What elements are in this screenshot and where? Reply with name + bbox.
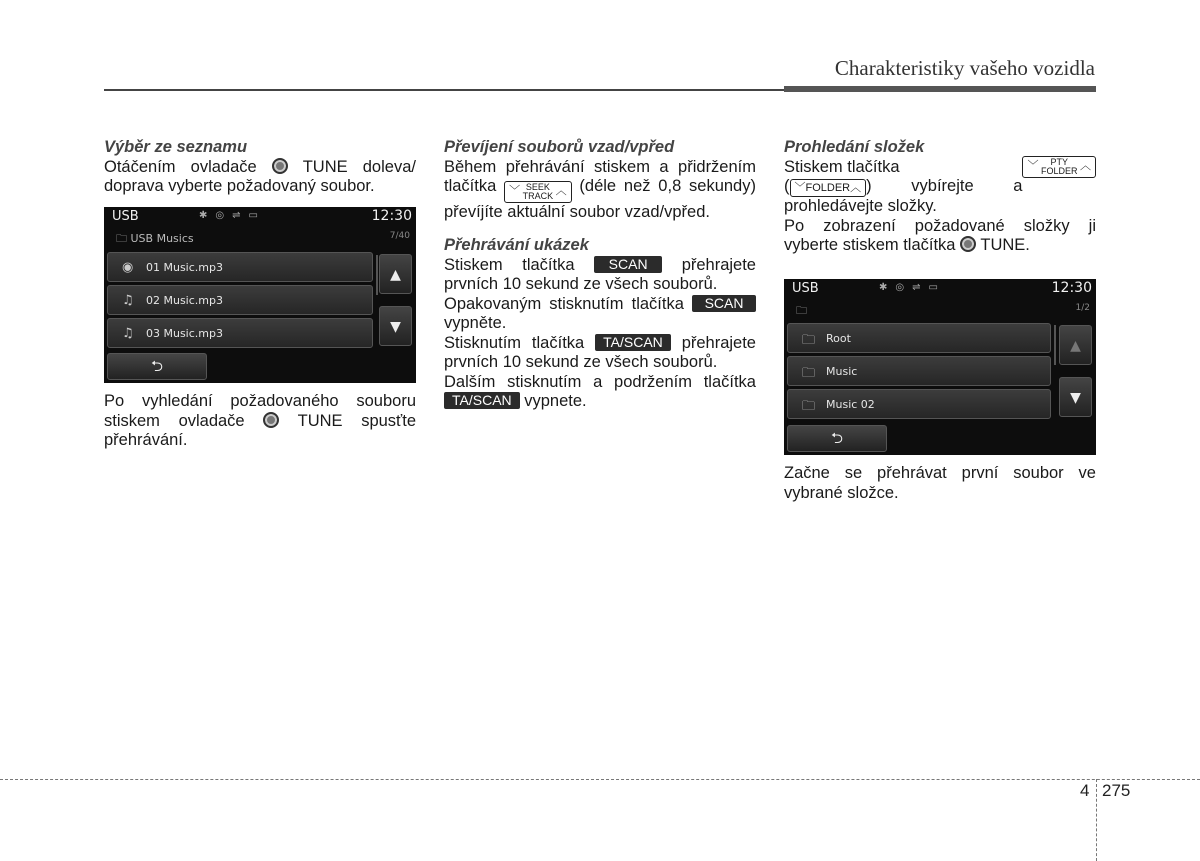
scroll-up-button[interactable]: [379, 254, 412, 294]
text: vybírejte a prohledávejte složky.: [784, 177, 1023, 215]
scan-button-icon: SCAN: [692, 295, 756, 312]
seek-track-label: [523, 183, 554, 201]
folder-button-label: FOLDER: [805, 182, 851, 194]
back-arrow-icon: ⮌: [830, 429, 843, 447]
folder-icon: 🗀: [116, 232, 127, 245]
down-arrow-icon: ▼: [1070, 390, 1081, 406]
folder-bar: [104, 229, 416, 247]
folder-icon: 🗀: [802, 333, 816, 348]
list-item[interactable]: [107, 285, 373, 315]
text: Stiskem tlačítka: [444, 255, 575, 274]
text: TUNE doleva/ doprava vyberte požadovaný soubor.: [104, 157, 416, 195]
track-label: TRACK: [522, 190, 554, 201]
text: Otáčením ovladače: [104, 157, 257, 176]
text: přehrajete prvních 10 sekund ze všech souborů.: [444, 333, 756, 372]
section-heading: Výběr ze seznamu: [104, 138, 248, 156]
text: Po zobrazení požadované složky ji vyberte stiskem tlačítka: [784, 216, 1096, 254]
chapter-number: 4: [1080, 781, 1090, 800]
folder-icon: 🗀: [796, 304, 807, 317]
back-arrow-icon: ⮌: [150, 357, 163, 375]
up-arrow-icon: ▲: [1070, 338, 1081, 354]
column-1-lower: [104, 392, 416, 451]
paragraph: Začne se přehrávat první soubor ve vybrané složce.: [784, 464, 1096, 502]
chevron-down-icon: ﹀: [509, 185, 521, 198]
list-item[interactable]: [107, 318, 373, 348]
page-header-title: Charakteristiky vašeho vozidla: [834, 56, 1095, 80]
tune-knob-icon: [960, 236, 976, 252]
paragraph: [104, 392, 416, 451]
status-bar: [104, 207, 416, 227]
page-number: 275: [1102, 781, 1131, 800]
status-icons: ✱◎⇌▭: [879, 282, 946, 293]
down-arrow-icon: ▼: [390, 319, 401, 335]
clock: 12:30: [1051, 280, 1092, 296]
list-item[interactable]: [787, 389, 1051, 419]
text: TUNE spusťte přehrávání.: [104, 411, 417, 449]
paragraph: [444, 158, 756, 223]
pty-folder-label: [1041, 158, 1078, 176]
paragraph: [104, 158, 416, 197]
section-heading: Přehrávání ukázek: [444, 236, 589, 255]
track-count: 7/40: [389, 231, 410, 241]
chevron-up-icon: ︿: [555, 185, 567, 198]
text: Opakovaným stisknutím tlačítka: [444, 294, 684, 313]
paragraph: [444, 334, 756, 373]
paragraph: [784, 217, 1096, 256]
ta-scan-button-icon: TA/SCAN: [595, 334, 671, 351]
text: vypněte.: [444, 314, 507, 333]
text: Během přehrávání stiskem a přidržením tlačítka: [444, 157, 756, 195]
folder-path: [116, 230, 194, 249]
folder-button-icon: [790, 179, 867, 197]
chevron-up-icon: ︿: [1080, 160, 1091, 172]
pty-folder-button-icon: [1022, 156, 1096, 178]
footer-rule: [0, 779, 1200, 780]
paragraph: ( ﹀FOLDER︿ ) vybírejte a prohledávejte složky.: [784, 177, 1023, 215]
list-item-label: Music 02: [826, 398, 875, 411]
footer-divider: [1096, 779, 1097, 861]
column-1: [104, 138, 416, 197]
folder-name: USB Musics: [130, 232, 194, 245]
source-label: USB: [792, 281, 819, 296]
paragraph: [444, 373, 756, 412]
chevron-down-icon: ﹀: [1027, 160, 1039, 172]
seek-track-button-icon: [504, 181, 572, 203]
list-item-label: 01 Music.mp3: [146, 261, 223, 274]
list-item[interactable]: [107, 252, 373, 282]
folder-label: FOLDER: [1040, 165, 1078, 176]
section-heading: Převíjení souborů vzad/vpřed: [444, 138, 675, 156]
music-note-icon: ♫: [122, 326, 134, 341]
column-3: [784, 138, 1096, 256]
folder-bar: [784, 301, 1096, 319]
scroll-up-button[interactable]: [1059, 325, 1092, 365]
scroll-down-button[interactable]: [379, 306, 412, 346]
folder-icon: 🗀: [802, 366, 816, 381]
up-arrow-icon: ▲: [390, 267, 401, 283]
scroll-down-button[interactable]: [1059, 377, 1092, 417]
pty-label: PTY: [1050, 156, 1068, 167]
chevron-up-icon: ︿: [850, 182, 862, 194]
seek-label: SEEK: [525, 181, 550, 192]
text: přehrajete prvních 10 sekund ze všech souborů.: [444, 255, 756, 294]
text: (déle než 0,8 sekundy) převíjíte aktuální soubor vzad/vpřed.: [444, 177, 756, 221]
play-icon: ◉: [122, 260, 134, 275]
header-rule-accent: [784, 86, 1096, 92]
status-icons: ✱◎⇌▭: [199, 210, 266, 221]
scrollbar[interactable]: [376, 255, 378, 295]
column-2: [444, 138, 756, 412]
usb-list-screen: [104, 207, 416, 383]
list-item-label: Music: [826, 365, 858, 378]
back-button[interactable]: [107, 353, 207, 380]
list-item[interactable]: [787, 323, 1051, 353]
text: Dalším stisknutím a podržením tlačítka: [444, 372, 756, 391]
text: Stiskem tlačítka: [784, 157, 900, 176]
scan-button-icon: SCAN: [594, 256, 662, 273]
back-button[interactable]: [787, 425, 887, 452]
usb-folder-screen: [784, 279, 1096, 455]
list-item-label: Root: [826, 332, 851, 345]
paragraph: [784, 158, 1096, 178]
tune-knob-icon: [272, 158, 288, 174]
ta-scan-button-icon: TA/SCAN: [444, 392, 520, 409]
status-bar: [784, 279, 1096, 299]
tune-knob-icon: [263, 412, 279, 428]
text: Po vyhledání požadovaného souboru stiskem ovladače: [104, 392, 416, 430]
text: vypnete.: [524, 392, 587, 411]
paragraph: [444, 295, 756, 334]
section-heading: Prohledání složek: [784, 138, 925, 156]
text: TUNE.: [980, 236, 1030, 254]
music-note-icon: ♫: [122, 293, 134, 308]
folder-count: 1/2: [1075, 303, 1090, 313]
paragraph: [444, 256, 756, 295]
chevron-down-icon: ﹀: [794, 182, 806, 194]
scrollbar[interactable]: [1054, 325, 1056, 365]
list-item-label: 03 Music.mp3: [146, 327, 223, 340]
header-rule: [104, 89, 784, 91]
source-label: USB: [112, 209, 139, 224]
list-item[interactable]: [787, 356, 1051, 386]
folder-icon: 🗀: [802, 399, 816, 414]
list-item-label: 02 Music.mp3: [146, 294, 223, 307]
column-3-lower: [784, 464, 1096, 503]
clock: 12:30: [371, 208, 412, 224]
text: Stisknutím tlačítka: [444, 333, 585, 352]
